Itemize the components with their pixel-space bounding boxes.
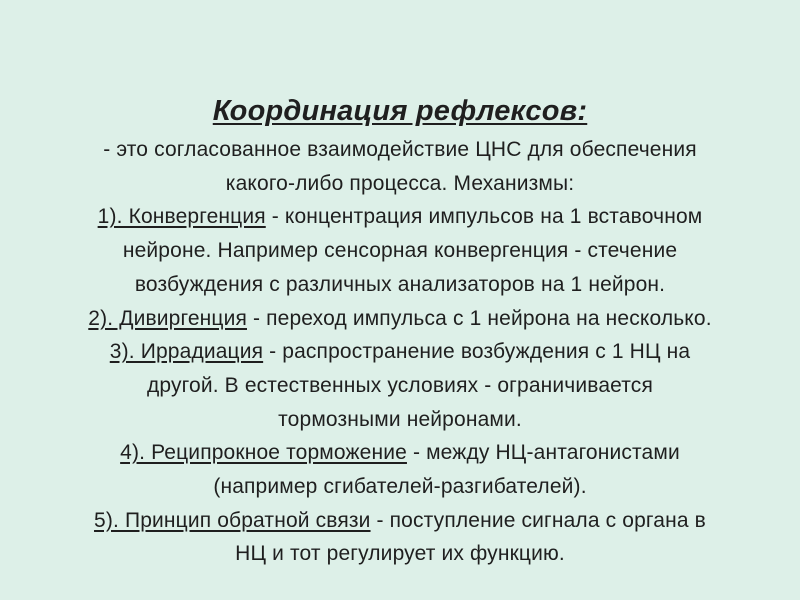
item-2-text: - переход импульса с 1 нейрона на несколько. <box>247 306 712 330</box>
item-1-line-3: возбуждения с различных анализаторов на 1 нейрон. <box>134 272 666 296</box>
slide-title: Координация рефлексов: <box>212 95 588 127</box>
item-5-term: 5). Принцип обратной связи <box>94 508 371 532</box>
definition-line-1: - это согласованное взаимодействие ЦНС для обеспечения <box>103 138 697 161</box>
item-5-line-1 <box>0 504 800 538</box>
item-4-term: 4). Реципрокное торможение <box>120 441 407 465</box>
slide-body <box>0 133 800 571</box>
item-3-text: - распространение возбуждения с 1 НЦ на <box>263 340 691 364</box>
item-3-line-2: другой. В естественных условиях - ограничивается <box>147 373 653 397</box>
item-2-term: 2). Дивиргенция <box>88 306 247 330</box>
item-2-line-1 <box>0 302 800 336</box>
item-1-line-2: нейроне. Например сенсорная конвергенция - стечение <box>122 239 678 263</box>
item-1-line-1 <box>0 200 800 234</box>
item-4-text: - между НЦ-антагонистами <box>406 441 680 465</box>
item-3-line-3: тормозными нейронами. <box>278 407 522 431</box>
slide-content <box>0 93 800 571</box>
definition-line-2: какого-либо процесса. Механизмы: <box>225 171 575 195</box>
item-1-term: 1). Конвергенция <box>97 205 266 229</box>
item-4-line-1 <box>0 436 800 470</box>
item-4-line-2: (например сгибателей-разгибателей). <box>213 475 587 499</box>
item-5-line-2: НЦ и тот регулирует их функцию. <box>235 542 565 566</box>
item-1-text: - концентрация импульсов на 1 вставочном <box>265 205 703 229</box>
item-3-line-1 <box>0 335 800 369</box>
item-3-term: 3). Иррадиация <box>109 340 264 364</box>
item-5-text: - поступление сигнала с органа в <box>370 508 706 532</box>
